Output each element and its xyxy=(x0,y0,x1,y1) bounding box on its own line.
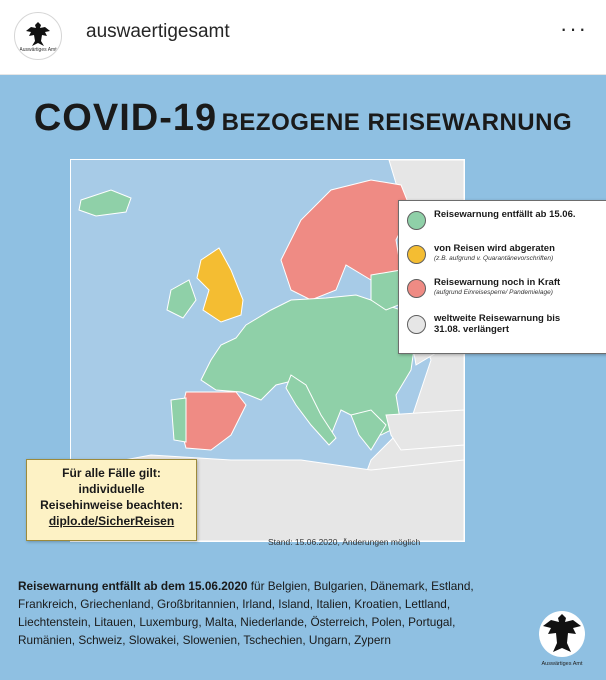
country-list-lead: Reisewarnung entfällt ab dem 15.06.2020 xyxy=(18,579,248,593)
country-list-line-4: Rumänien, Schweiz, Slowakei, Slowenien, Tschechien, Ungarn, Zypern xyxy=(18,633,391,647)
info-link[interactable]: diplo.de/SicherReisen xyxy=(48,514,175,528)
legend-label: Reisewarnung noch in Kraft xyxy=(434,277,561,288)
red-dot-icon xyxy=(407,279,426,298)
legend-label: von Reisen wird abgeraten xyxy=(434,243,555,254)
country-list-line-2: Frankreich, Griechenland, Großbritannien, Irland, Island, Italien, Kroatien, Lettland, xyxy=(18,597,451,611)
info-line-3: Reisehinweise beachten: xyxy=(40,498,183,512)
eagle-emblem-icon xyxy=(538,608,586,662)
poster-title xyxy=(0,97,606,140)
avatar[interactable] xyxy=(14,12,62,60)
country-list-line-3: Liechtenstein, Litauen, Luxemburg, Malta, Niederlande, Österreich, Polen, Portugal, xyxy=(18,615,456,629)
legend-note: 31.08. verlängert xyxy=(434,324,509,335)
avatar-caption: Auswärtiges Amt xyxy=(19,47,57,53)
grey-dot-icon xyxy=(407,315,426,334)
stand-note: Stand: 15.06.2020, Änderungen möglich xyxy=(268,537,421,547)
title-main: COVID-19 xyxy=(33,97,218,139)
legend-label: Reisewarnung entfällt ab 15.06. xyxy=(434,209,576,220)
country-list-line-1 xyxy=(18,577,533,595)
green-dot-icon xyxy=(407,211,426,230)
account-username[interactable]: auswaertigesamt xyxy=(86,21,230,42)
yellow-dot-icon xyxy=(407,245,426,264)
post-header xyxy=(0,0,606,75)
country-list xyxy=(18,577,533,649)
info-line-1: Für alle Fälle gilt: xyxy=(62,466,161,480)
more-options-icon[interactable]: ··· xyxy=(560,16,588,41)
post-image xyxy=(0,75,606,680)
title-rest: BEZOGENE REISEWARNUNG xyxy=(221,109,573,136)
info-line-2: individuelle xyxy=(78,482,145,496)
legend-label: weltweite Reisewarnung bis xyxy=(434,313,561,324)
eagle-icon xyxy=(23,19,53,49)
legend-note: (aufgrund Einreisesperre/ Pandemielage) xyxy=(434,289,553,296)
legend-note: (z.B. aufgrund v. Quarantänevorschriften) xyxy=(434,255,554,262)
country-list-line-1-rest: für Belgien, Bulgarien, Dänemark, Estland, xyxy=(247,579,474,593)
emblem-caption: Auswärtiges Amt xyxy=(541,661,583,667)
info-box xyxy=(26,459,197,541)
map-legend xyxy=(398,200,606,354)
